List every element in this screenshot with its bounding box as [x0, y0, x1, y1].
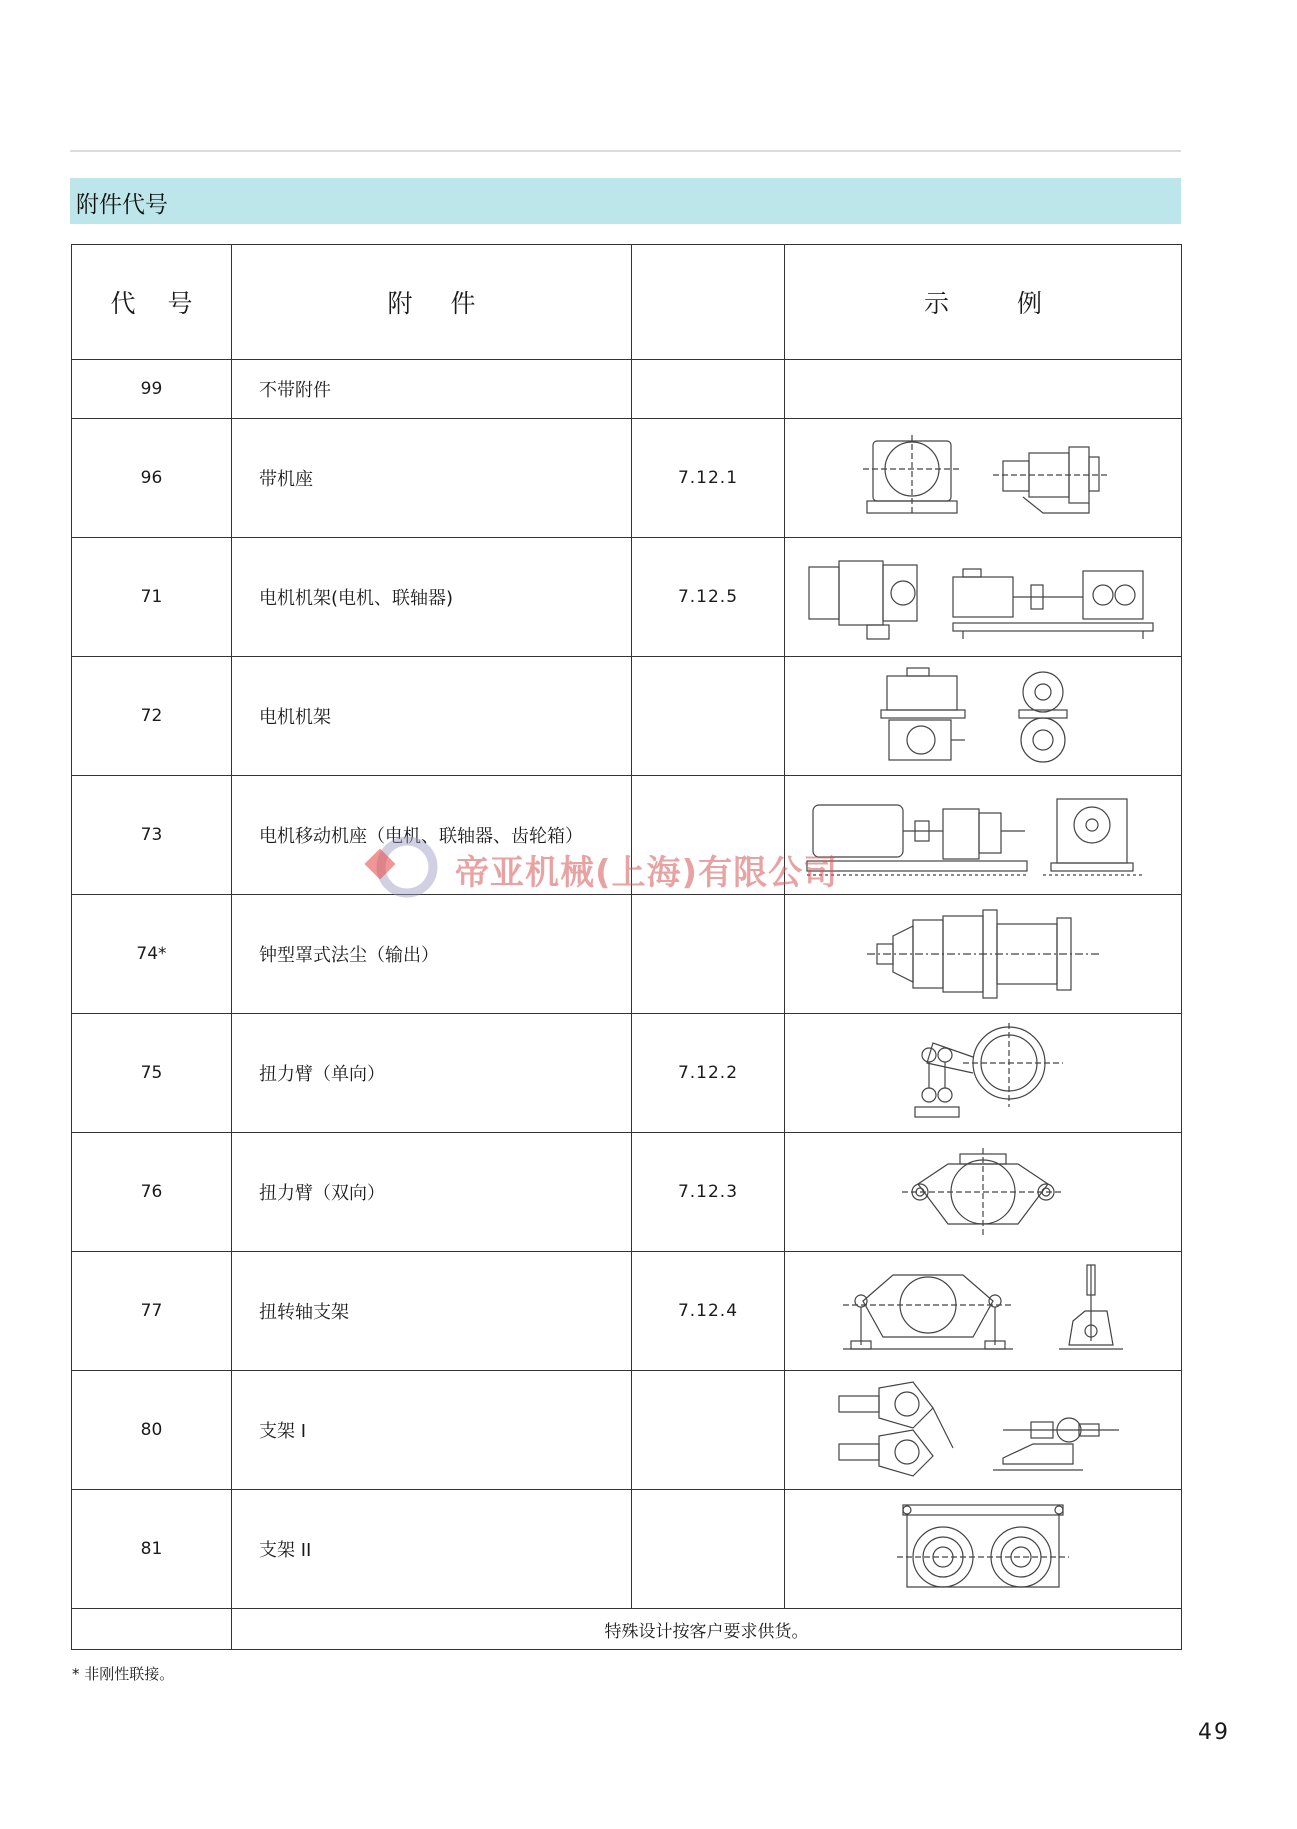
row-ref: [632, 776, 785, 895]
top-divider: [70, 150, 1181, 152]
row-code: 72: [72, 657, 232, 776]
row-ref: [632, 1490, 785, 1609]
row-name: 扭力臂（双向）: [232, 1133, 632, 1252]
row-ref: [632, 360, 785, 419]
row-name: 不带附件: [232, 360, 632, 419]
motor-frame-drawing: [873, 664, 1093, 768]
row-code: 73: [72, 776, 232, 895]
row-code: 80: [72, 1371, 232, 1490]
row-code: 76: [72, 1133, 232, 1252]
row-ref: [632, 657, 785, 776]
bracket-two-drawing: [893, 1497, 1073, 1601]
row-illustration: [785, 1371, 1182, 1490]
row-illustration: [785, 538, 1182, 657]
table-header-row: [72, 245, 1182, 360]
row-ref: 7.12.1: [632, 419, 785, 538]
page-number: 49: [1198, 1720, 1230, 1745]
motor-sliding-base-drawing: [803, 785, 1163, 885]
note-empty-cell: [72, 1609, 232, 1650]
row-code: 75: [72, 1014, 232, 1133]
bracket-one-drawing: [833, 1378, 1133, 1482]
torque-arm-single-drawing: [893, 1023, 1073, 1123]
table-row: [72, 895, 1182, 1014]
footnote: * 非刚性联接。: [72, 1665, 175, 1683]
table-row: [72, 538, 1182, 657]
section-title: 附件代号: [76, 192, 168, 218]
bell-housing-drawing: [863, 906, 1103, 1002]
table-row: [72, 419, 1182, 538]
row-illustration: [785, 1133, 1182, 1252]
header-ref: [632, 245, 785, 360]
table-note: 特殊设计按客户要求供货。: [232, 1609, 1182, 1650]
row-illustration: [785, 1252, 1182, 1371]
table-row: [72, 1252, 1182, 1371]
row-name: 支架 I: [232, 1371, 632, 1490]
motor-frame-coupling-drawing: [803, 547, 1163, 647]
header-example: 示 例: [785, 245, 1182, 360]
table-row: [72, 776, 1182, 895]
row-illustration: [785, 776, 1182, 895]
row-illustration: [785, 360, 1182, 419]
row-name: 扭力臂（单向）: [232, 1014, 632, 1133]
row-code: 99: [72, 360, 232, 419]
table-row: [72, 1133, 1182, 1252]
table-row: [72, 657, 1182, 776]
row-ref: 7.12.2: [632, 1014, 785, 1133]
row-name: 支架 II: [232, 1490, 632, 1609]
row-name: 电机移动机座（电机、联轴器、齿轮箱）: [232, 776, 632, 895]
torque-arm-double-drawing: [898, 1144, 1068, 1240]
row-name: 电机机架(电机、联轴器): [232, 538, 632, 657]
table-note-row: [72, 1609, 1182, 1650]
table-row: [72, 1014, 1182, 1133]
row-code: 77: [72, 1252, 232, 1371]
section-header: [70, 178, 1181, 224]
row-ref: 7.12.3: [632, 1133, 785, 1252]
torsion-shaft-bracket-drawing: [823, 1261, 1143, 1361]
row-ref: 7.12.5: [632, 538, 785, 657]
foot-mount-drawing: [853, 433, 1113, 523]
row-code: 74*: [72, 895, 232, 1014]
header-accessory: 附 件: [232, 245, 632, 360]
row-name: 钟型罩式法尘（输出）: [232, 895, 632, 1014]
watermark-text: 帝亚机械(上海)有限公司: [455, 853, 839, 893]
row-name: 扭转轴支架: [232, 1252, 632, 1371]
row-illustration: [785, 1490, 1182, 1609]
row-illustration: [785, 1014, 1182, 1133]
header-code: 代 号: [72, 245, 232, 360]
row-ref: [632, 895, 785, 1014]
table-row: [72, 1371, 1182, 1490]
row-illustration: [785, 419, 1182, 538]
row-ref: 7.12.4: [632, 1252, 785, 1371]
row-ref: [632, 1371, 785, 1490]
table-row: [72, 1490, 1182, 1609]
row-name: 电机机架: [232, 657, 632, 776]
row-illustration: [785, 895, 1182, 1014]
row-illustration: [785, 657, 1182, 776]
accessory-table: [71, 244, 1182, 1650]
table-row: [72, 360, 1182, 419]
row-code: 71: [72, 538, 232, 657]
row-name: 带机座: [232, 419, 632, 538]
row-code: 96: [72, 419, 232, 538]
row-code: 81: [72, 1490, 232, 1609]
